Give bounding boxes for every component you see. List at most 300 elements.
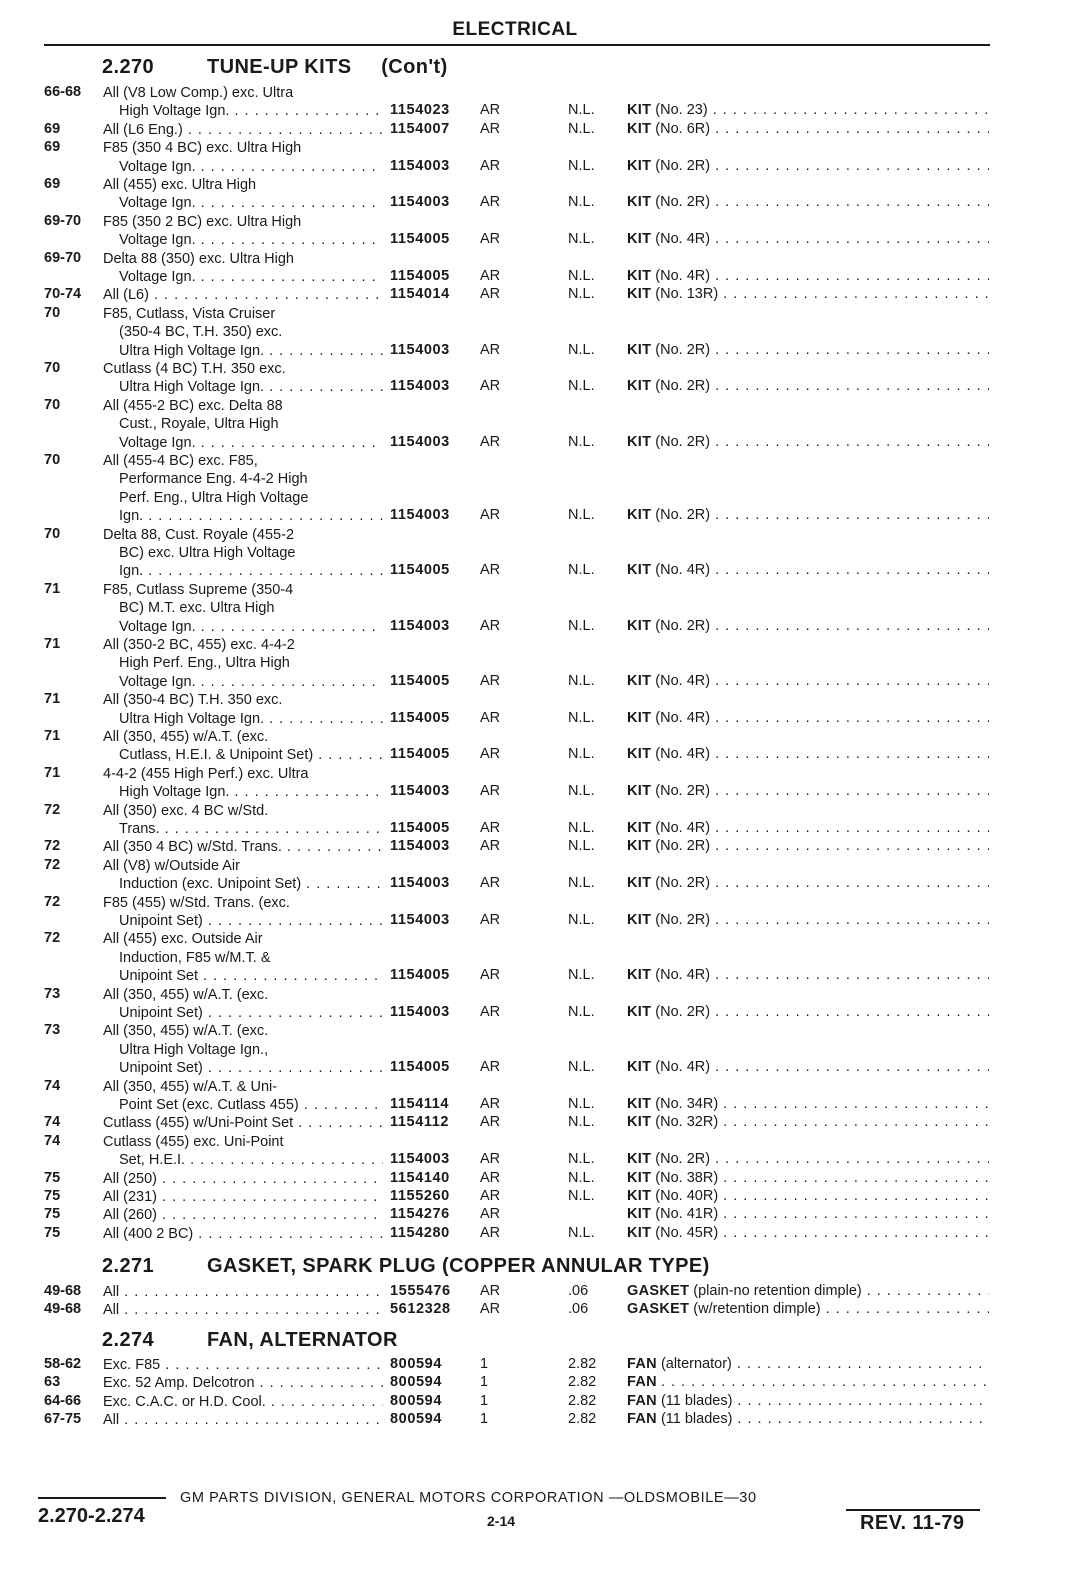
part-name — [627, 1096, 989, 1112]
part-number: 1154003 — [390, 1151, 450, 1168]
part-name-label: KIT — [627, 617, 652, 634]
part-name-label: KIT — [627, 120, 652, 137]
description-line: Ign. . . . — [103, 507, 383, 525]
entry-description — [103, 838, 383, 856]
quantity: AR — [480, 1003, 501, 1020]
quantity: AR — [480, 1224, 501, 1241]
description-line: Set, H.E.I. . . . — [103, 1151, 383, 1169]
description-line: F85 (350 2 BC) exc. Ultra High — [103, 213, 302, 230]
part-name-detail: (plain-no retention dimple) . . . — [693, 1283, 989, 1299]
entry-year: 72 — [44, 930, 61, 947]
part-name-label: KIT — [627, 911, 652, 928]
entry-year: 69-70 — [44, 249, 82, 266]
entry-description — [103, 1301, 383, 1319]
part-number: 1154003 — [390, 157, 450, 174]
part-name — [627, 1356, 989, 1372]
entry-year: 64-66 — [44, 1392, 82, 1409]
part-name-detail: (No. 2R) . . . — [655, 783, 989, 799]
entry-year: 63 — [44, 1374, 61, 1391]
description-line: All (350, 455) w/A.T. (exc. — [103, 986, 269, 1003]
description-line: Ultra High Voltage Ign. . . . — [103, 378, 383, 396]
part-number: 1154005 — [390, 709, 450, 726]
entry-year: 66-68 — [44, 84, 82, 100]
quantity: AR — [480, 838, 501, 855]
description-line: All (455) exc. Outside Air — [103, 931, 263, 948]
entry-year: 70 — [44, 396, 61, 413]
part-name — [627, 783, 989, 799]
entry-year: 70-74 — [44, 286, 82, 303]
part-name-detail: (No. 34R) . . . — [655, 1096, 989, 1112]
description-line: Ultra High Voltage Ign., — [119, 1041, 269, 1058]
description-line: Ultra High Voltage Ign. . . . — [103, 342, 383, 360]
part-name — [627, 1151, 989, 1167]
description-line: All (L6) . . . — [103, 286, 383, 304]
description-line: Voltage Ign. . . . — [103, 158, 383, 176]
part-number: 1154005 — [390, 967, 450, 984]
part-name-label: KIT — [627, 102, 652, 119]
part-name-label: KIT — [627, 819, 652, 836]
entry-year: 71 — [44, 764, 61, 781]
entry-description — [103, 1393, 383, 1411]
entry-description — [103, 1133, 383, 1170]
entry-description — [103, 765, 383, 802]
price: N.L. — [568, 672, 595, 689]
description-line: Delta 88 (350) exc. Ultra High — [103, 250, 294, 267]
description-line: Exc. F85 . . . — [103, 1356, 383, 1374]
part-name-label: KIT — [627, 378, 652, 395]
part-name-detail: (No. 4R) . . . — [655, 820, 989, 836]
part-name-detail: (No. 2R) . . . — [655, 194, 989, 210]
footer-publisher: GM PARTS DIVISION, GENERAL MOTORS CORPORATION —OLDSMOBILE—30 — [180, 1490, 757, 1506]
part-name-label: KIT — [627, 838, 652, 855]
description-line: F85, Cutlass, Vista Cruiser — [103, 305, 276, 322]
part-name — [627, 1301, 989, 1317]
description-line: Unipoint Set) . . . — [103, 1004, 383, 1022]
part-name-detail: (No. 2R) . . . — [655, 434, 989, 450]
part-name — [627, 1170, 989, 1186]
entry-description — [103, 1170, 383, 1188]
part-name-label: KIT — [627, 1169, 652, 1186]
part-name-detail: (No. 2R) . . . — [655, 342, 989, 358]
price: .06 — [568, 1301, 589, 1318]
section-heading — [102, 1255, 710, 1278]
quantity: AR — [480, 102, 501, 119]
price: N.L. — [568, 157, 595, 174]
quantity: AR — [480, 617, 501, 634]
part-name — [627, 912, 989, 928]
description-line: All (400 2 BC) . . . — [103, 1225, 383, 1243]
description-line: F85 (350 4 BC) exc. Ultra High — [103, 140, 302, 157]
price: 2.82 — [568, 1374, 597, 1391]
part-name-detail: (11 blades) . . . — [661, 1411, 989, 1427]
part-number: 1155260 — [390, 1188, 450, 1204]
part-name-detail: (No. 2R) . . . — [655, 912, 989, 928]
description-line: Unipoint Set) . . . — [103, 912, 383, 930]
entry-description — [103, 1022, 383, 1077]
part-number: 800594 — [390, 1392, 442, 1409]
price: N.L. — [568, 709, 595, 726]
price: N.L. — [568, 231, 595, 248]
price: N.L. — [568, 507, 595, 524]
quantity: AR — [480, 507, 501, 524]
part-name-detail: (No. 4R) . . . — [655, 562, 989, 578]
entry-year: 71 — [44, 636, 61, 652]
description-line: All (350, 455) w/A.T. & Uni- — [103, 1078, 278, 1095]
description-line: Voltage Ign. . . . — [103, 618, 383, 636]
entry-year: 73 — [44, 1022, 61, 1039]
entry-year: 69 — [44, 120, 61, 137]
part-number: 1154003 — [390, 341, 450, 358]
part-number: 1154003 — [390, 433, 450, 450]
description-line: Exc. C.A.C. or H.D. Cool. . . . — [103, 1393, 383, 1411]
quantity: AR — [480, 378, 501, 395]
price: N.L. — [568, 120, 595, 137]
price: N.L. — [568, 562, 595, 579]
section-heading — [102, 56, 448, 79]
part-number: 1154003 — [390, 378, 450, 395]
part-name-detail: (No. 2R) . . . — [655, 1004, 989, 1020]
part-name — [627, 158, 989, 174]
entry-year: 58-62 — [44, 1356, 82, 1372]
part-number: 1154005 — [390, 672, 450, 689]
description-line: Trans. . . . — [103, 820, 383, 838]
entry-year: 69-70 — [44, 212, 82, 229]
quantity: AR — [480, 1151, 501, 1168]
price: N.L. — [568, 378, 595, 395]
part-number: 1154003 — [390, 838, 450, 855]
entry-year: 72 — [44, 893, 61, 910]
part-name — [627, 710, 989, 726]
price: N.L. — [568, 617, 595, 634]
description-line: All (455-2 BC) exc. Delta 88 — [103, 397, 283, 414]
description-line: 4-4-2 (455 High Perf.) exc. Ultra — [103, 765, 309, 782]
part-name-label: KIT — [627, 1003, 652, 1020]
entry-description — [103, 894, 383, 931]
description-line: Cutlass (455) w/Uni-Point Set . . . — [103, 1114, 383, 1132]
description-line: Exc. 52 Amp. Delcotron . . . — [103, 1374, 383, 1392]
part-name — [627, 1393, 989, 1409]
description-line: All (V8 Low Comp.) exc. Ultra — [103, 85, 294, 101]
quantity: AR — [480, 1095, 501, 1112]
description-line: Voltage Ign. . . . — [103, 231, 383, 249]
entry-year: 67-75 — [44, 1411, 82, 1428]
part-name — [627, 1188, 989, 1204]
part-name — [627, 1225, 989, 1241]
description-line: BC) M.T. exc. Ultra High — [119, 600, 275, 617]
part-name-label: KIT — [627, 433, 652, 450]
price: N.L. — [568, 1224, 595, 1241]
part-name-detail: (alternator) . . . — [661, 1356, 989, 1372]
entry-year: 72 — [44, 856, 61, 873]
part-name-label: KIT — [627, 875, 652, 892]
quantity: AR — [480, 819, 501, 836]
entry-description — [103, 728, 383, 765]
part-name-label: KIT — [627, 746, 652, 763]
entry-year: 75 — [44, 1224, 61, 1241]
part-name — [627, 121, 989, 137]
quantity: AR — [480, 267, 501, 284]
entry-year: 49-68 — [44, 1283, 82, 1299]
description-line: Ign. . . . — [103, 562, 383, 580]
part-number: 1154003 — [390, 194, 450, 211]
part-name — [627, 434, 989, 450]
price: N.L. — [568, 875, 595, 892]
part-number: 1154007 — [390, 120, 450, 137]
entry-description — [103, 84, 383, 121]
entry-year: 69 — [44, 176, 61, 192]
quantity: AR — [480, 562, 501, 579]
price: 2.82 — [568, 1411, 597, 1428]
description-line: All . . . — [103, 1411, 383, 1429]
description-line: High Voltage Ign. . . . — [103, 783, 383, 801]
entry-description — [103, 802, 383, 839]
part-name — [627, 562, 989, 578]
part-number: 1154005 — [390, 746, 450, 763]
part-name-detail: (No. 41R) . . . — [655, 1206, 989, 1222]
description-line: All (231) . . . — [103, 1188, 383, 1206]
part-name-detail — [661, 1374, 989, 1390]
part-name-label: KIT — [627, 231, 652, 248]
quantity: AR — [480, 783, 501, 800]
part-name-detail: (No. 4R) . . . — [655, 710, 989, 726]
part-name-label: KIT — [627, 267, 652, 284]
quantity: AR — [480, 1114, 501, 1131]
entry-year: 72 — [44, 801, 61, 818]
part-name-label: KIT — [627, 783, 652, 800]
part-number: 800594 — [390, 1374, 442, 1391]
description-line: Delta 88, Cust. Royale (455-2 — [103, 526, 295, 543]
part-name — [627, 673, 989, 689]
section-title-suffix: (Con't) — [381, 56, 448, 78]
price: N.L. — [568, 1151, 595, 1168]
part-name-detail: (No. 2R) . . . — [655, 1151, 989, 1167]
description-line: Perf. Eng., Ultra High Voltage — [119, 489, 309, 506]
part-name-label: KIT — [627, 341, 652, 358]
part-name — [627, 102, 989, 118]
description-line: All (455) exc. Ultra High — [103, 177, 257, 193]
part-number: 5612328 — [390, 1301, 451, 1318]
description-line: All (350 4 BC) w/Std. Trans. . . . — [103, 838, 383, 856]
description-line: BC) exc. Ultra High Voltage — [119, 544, 296, 561]
price: N.L. — [568, 433, 595, 450]
quantity: AR — [480, 157, 501, 174]
price: N.L. — [568, 1003, 595, 1020]
price: N.L. — [568, 286, 595, 303]
description-line: Voltage Ign. . . . — [103, 194, 383, 212]
description-line: (350-4 BC, T.H. 350) exc. — [119, 324, 283, 341]
quantity: AR — [480, 286, 501, 303]
part-number: 1154014 — [390, 286, 450, 303]
entry-description — [103, 213, 383, 250]
description-line: All (260) . . . — [103, 1206, 383, 1224]
part-name-detail: (No. 45R) . . . — [655, 1225, 989, 1241]
part-number: 1154003 — [390, 617, 450, 634]
part-name-label: KIT — [627, 967, 652, 984]
price: N.L. — [568, 838, 595, 855]
part-name-label: KIT — [627, 1114, 652, 1131]
quantity: 1 — [480, 1356, 489, 1372]
entry-description — [103, 930, 383, 985]
part-number: 1154005 — [390, 267, 450, 284]
entry-description — [103, 581, 383, 636]
entry-description — [103, 452, 383, 526]
part-name-label: FAN — [627, 1392, 657, 1409]
entry-description — [103, 360, 383, 397]
entry-description — [103, 1356, 383, 1374]
part-name — [627, 1206, 989, 1222]
part-name — [627, 194, 989, 210]
entry-year: 71 — [44, 691, 61, 708]
entry-year: 74 — [44, 1077, 61, 1094]
description-line: All (250) . . . — [103, 1170, 383, 1188]
part-name — [627, 1411, 989, 1427]
quantity: AR — [480, 341, 501, 358]
part-name-label: KIT — [627, 286, 652, 303]
entry-description — [103, 1188, 383, 1206]
part-name — [627, 378, 989, 394]
part-name-detail: (No. 40R) . . . — [655, 1188, 989, 1204]
entry-description — [103, 121, 383, 139]
part-name-label: KIT — [627, 672, 652, 689]
section-title: TUNE-UP KITS — [207, 56, 352, 78]
part-name-label: KIT — [627, 507, 652, 524]
part-number: 1154005 — [390, 562, 450, 579]
entry-year: 70 — [44, 360, 61, 376]
description-line: High Perf. Eng., Ultra High — [119, 655, 290, 672]
description-line: Unipoint Set) . . . — [103, 1059, 383, 1077]
quantity: AR — [480, 672, 501, 689]
part-name — [627, 967, 989, 983]
description-line: F85, Cutlass Supreme (350-4 — [103, 581, 294, 598]
part-name-label: FAN — [627, 1374, 657, 1391]
entry-year: 49-68 — [44, 1301, 82, 1318]
price: N.L. — [568, 102, 595, 119]
entry-year: 74 — [44, 1132, 61, 1149]
quantity: 1 — [480, 1411, 489, 1428]
entry-year: 71 — [44, 580, 61, 597]
section-heading — [102, 1329, 398, 1352]
entry-year: 75 — [44, 1169, 61, 1186]
part-name-detail: (No. 4R) . . . — [655, 1059, 989, 1075]
entry-description — [103, 526, 383, 581]
entry-year: 69 — [44, 139, 61, 156]
part-number: 800594 — [390, 1411, 442, 1428]
entry-description — [103, 305, 383, 360]
part-name — [627, 838, 989, 854]
footer-page-number: 2-14 — [487, 1513, 516, 1529]
part-number: 1154112 — [390, 1114, 450, 1131]
part-name-detail: (No. 2R) . . . — [655, 875, 989, 891]
price: N.L. — [568, 1059, 595, 1076]
price: N.L. — [568, 341, 595, 358]
footer-revision: REV. 11-79 — [860, 1512, 965, 1534]
quantity: AR — [480, 120, 501, 137]
part-name-detail: (No. 2R) . . . — [655, 838, 989, 854]
part-name-label: KIT — [627, 194, 652, 211]
part-name — [627, 746, 989, 762]
entry-description — [103, 139, 383, 176]
price: N.L. — [568, 1114, 595, 1131]
part-name-detail: (No. 38R) . . . — [655, 1170, 989, 1186]
entry-description — [103, 1206, 383, 1224]
footer-rule-right — [846, 1509, 980, 1511]
part-name — [627, 268, 989, 284]
entry-description — [103, 1225, 383, 1243]
quantity: AR — [480, 1283, 501, 1299]
part-number: 1154140 — [390, 1169, 450, 1186]
part-name-detail: (No. 4R) . . . — [655, 268, 989, 284]
price: 2.82 — [568, 1392, 597, 1409]
part-name-label: KIT — [627, 1224, 652, 1241]
page-header-title: ELECTRICAL — [452, 19, 578, 40]
part-name-detail: (No. 4R) . . . — [655, 231, 989, 247]
price: N.L. — [568, 967, 595, 984]
description-line: Ultra High Voltage Ign. . . . — [103, 710, 383, 728]
section-title: GASKET, SPARK PLUG (COPPER ANNULAR TYPE) — [207, 1255, 710, 1277]
quantity: AR — [480, 1188, 501, 1204]
description-line: All (350, 455) w/A.T. (exc. — [103, 729, 269, 745]
description-line: All (350, 455) w/A.T. (exc. — [103, 1023, 269, 1040]
part-name-label: KIT — [627, 1188, 652, 1204]
part-name — [627, 1114, 989, 1130]
part-number: 1154005 — [390, 231, 450, 248]
entry-description — [103, 857, 383, 894]
part-name-label: KIT — [627, 1095, 652, 1112]
price: N.L. — [568, 194, 595, 211]
part-name — [627, 875, 989, 891]
quantity: AR — [480, 231, 501, 248]
quantity: AR — [480, 967, 501, 984]
part-name — [627, 231, 989, 247]
description-line: Voltage Ign. . . . — [103, 673, 383, 691]
part-name-detail: (No. 2R) . . . — [655, 158, 989, 174]
part-name — [627, 342, 989, 358]
part-number: 1154003 — [390, 783, 450, 800]
part-name — [627, 1004, 989, 1020]
entry-description — [103, 397, 383, 452]
entry-year: 70 — [44, 304, 61, 321]
section-title: FAN, ALTERNATOR — [207, 1329, 398, 1351]
part-name-detail: (No. 23) . . . — [655, 102, 989, 118]
entry-description — [103, 1374, 383, 1392]
quantity: AR — [480, 194, 501, 211]
price: N.L. — [568, 1095, 595, 1112]
part-name-label: KIT — [627, 562, 652, 579]
description-line: All . . . — [103, 1301, 383, 1319]
part-name-label: GASKET — [627, 1301, 690, 1318]
description-line: All (V8) w/Outside Air — [103, 857, 240, 874]
description-line: Induction (exc. Unipoint Set) . . . — [103, 875, 383, 893]
entry-description — [103, 286, 383, 304]
entry-year: 71 — [44, 728, 61, 744]
part-number: 1154003 — [390, 507, 450, 524]
part-number: 1154023 — [390, 102, 450, 119]
entry-description — [103, 1283, 383, 1301]
price: N.L. — [568, 819, 595, 836]
entry-description — [103, 986, 383, 1023]
footer-rule-left — [38, 1497, 166, 1499]
footer-section-range: 2.270-2.274 — [38, 1505, 145, 1527]
entry-description — [103, 636, 383, 691]
part-number: 1154280 — [390, 1224, 450, 1241]
part-name-detail: (11 blades) . . . — [661, 1393, 989, 1409]
quantity: AR — [480, 1206, 501, 1223]
entry-year: 75 — [44, 1188, 61, 1204]
part-name-label: KIT — [627, 1206, 652, 1223]
quantity: AR — [480, 746, 501, 763]
entry-year: 70 — [44, 452, 61, 468]
part-number: 1154005 — [390, 1059, 450, 1076]
